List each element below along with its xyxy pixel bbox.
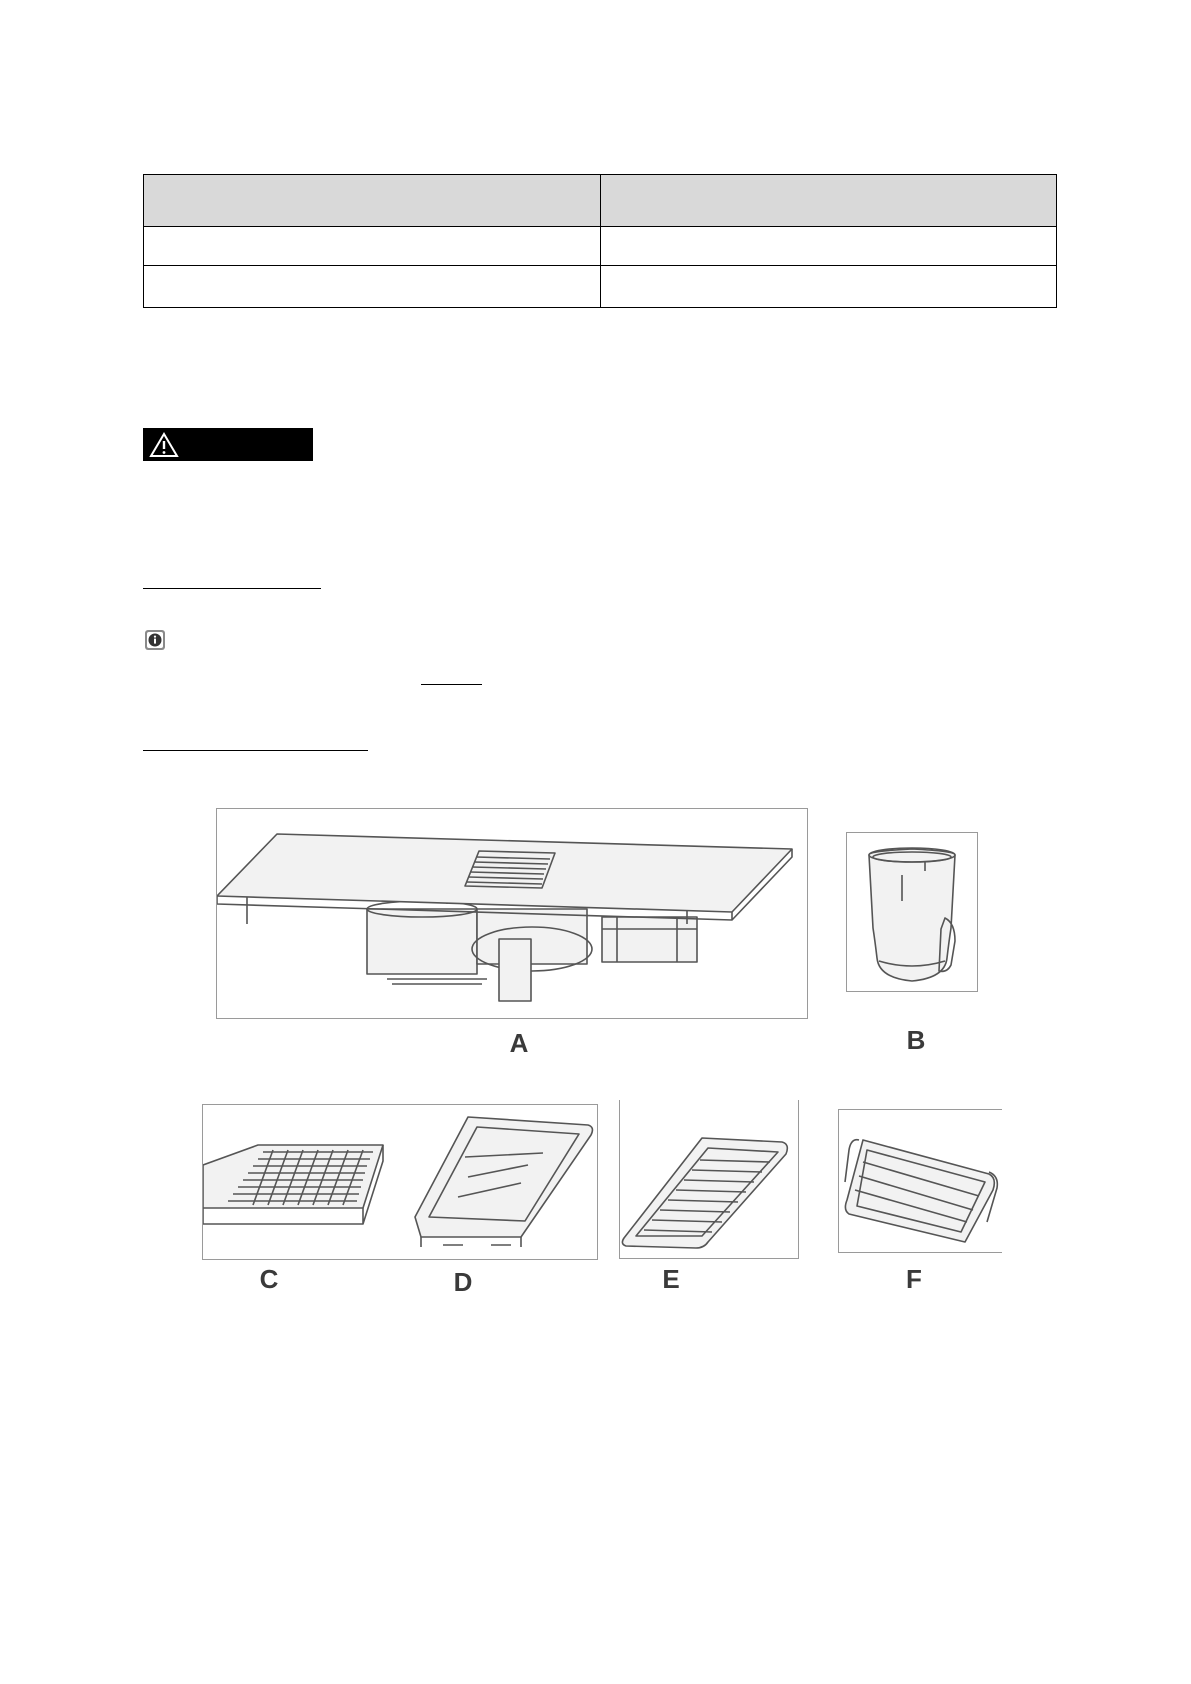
table-cell (144, 227, 601, 266)
table-cell (600, 175, 1057, 227)
part-label: F (906, 1264, 922, 1294)
spec-table (143, 174, 1057, 308)
inline-link-underline (421, 684, 482, 685)
info-icon (144, 629, 166, 651)
part-label: D (453, 1267, 473, 1297)
part-b-image (846, 832, 978, 992)
table-row (144, 227, 1057, 266)
table-cell (144, 266, 601, 308)
table-header-row (144, 175, 1057, 227)
part-label: A (509, 1028, 529, 1058)
part-label: B (906, 1025, 926, 1055)
warning-triangle-icon (149, 432, 179, 458)
table-row (144, 266, 1057, 308)
section-heading-underline (143, 588, 321, 589)
part-a-image (216, 808, 808, 1019)
part-cd-image (202, 1104, 598, 1260)
table-cell (144, 175, 601, 227)
section-heading-underline (143, 750, 368, 751)
table-cell (600, 266, 1057, 308)
part-label: E (662, 1264, 680, 1294)
part-e-image (619, 1100, 799, 1259)
part-f-image (838, 1109, 1002, 1253)
table-cell (600, 227, 1057, 266)
warning-banner (143, 428, 313, 461)
part-label: C (259, 1264, 279, 1294)
